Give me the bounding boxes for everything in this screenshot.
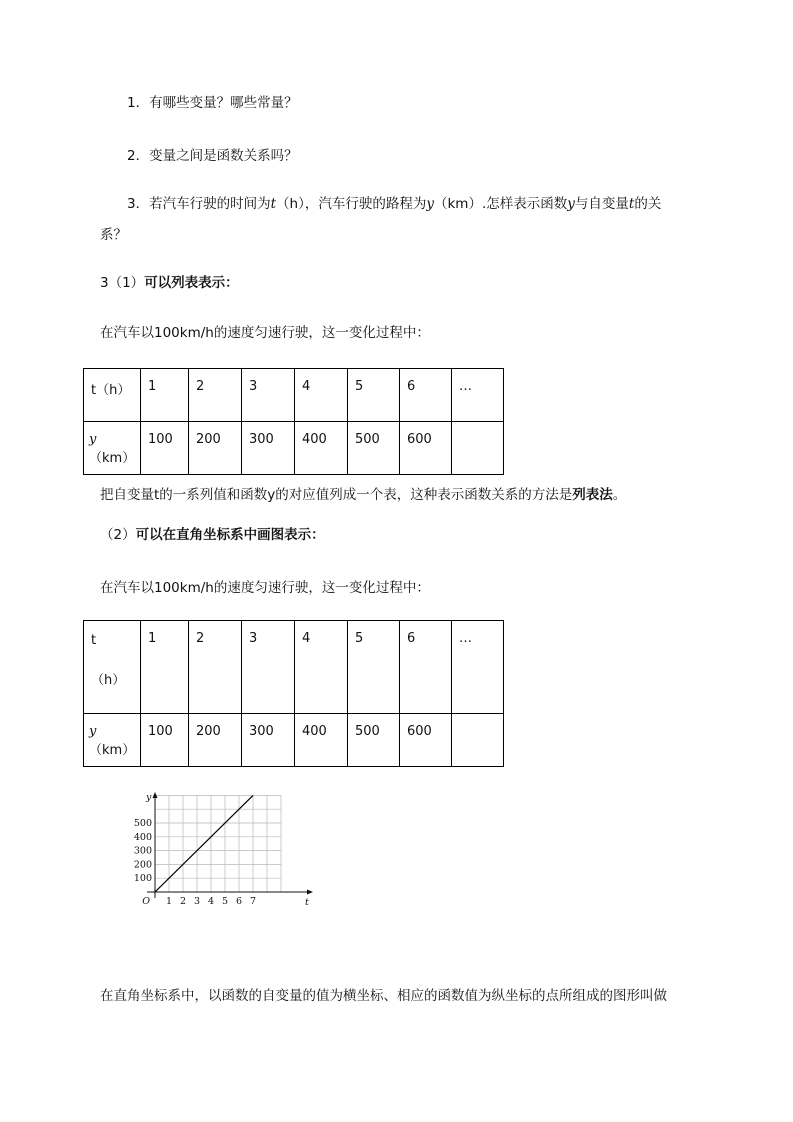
table-cell: 500 <box>348 422 400 475</box>
intro-1: 在汽车以100km/h的速度匀速行驶，这一变化过程中： <box>100 325 430 341</box>
question-3 <box>127 194 661 214</box>
q3-text-a: 3．若汽车行驶的时间为 <box>127 196 271 212</box>
table-2-head-t <box>84 621 141 714</box>
x-axis-label: t <box>305 897 309 908</box>
x-tick-label: 7 <box>249 896 257 907</box>
question-3-continued: 系？ <box>100 227 127 243</box>
table-cell: 600 <box>400 714 452 767</box>
q3-text-d: 与自变量 <box>574 196 629 212</box>
table-row-y <box>84 714 504 767</box>
table-cell: … <box>452 621 504 714</box>
table-cell <box>452 422 504 475</box>
table-row-t <box>84 369 504 422</box>
table-cell: 300 <box>242 714 295 767</box>
table-cell: 5 <box>348 369 400 422</box>
q3-text-b: （h），汽车行驶的路程为 <box>276 196 427 212</box>
table-1-head-y <box>84 422 141 475</box>
x-axis-arrow <box>307 890 313 895</box>
section-1-number: 3（1） <box>100 275 145 291</box>
x-tick-label: 6 <box>235 896 243 907</box>
x-tick-label: 4 <box>207 896 215 907</box>
graph-axes <box>147 792 313 898</box>
table-cell: 2 <box>189 369 242 422</box>
table-cell <box>452 714 504 767</box>
table-cell: … <box>452 369 504 422</box>
question-1: 1．有哪些变量？哪些常量？ <box>127 95 298 111</box>
table-cell: 1 <box>141 369 189 422</box>
table-1 <box>83 368 504 475</box>
table-cell: 500 <box>348 714 400 767</box>
y-tick-label: 100 <box>133 873 152 885</box>
section-2-number: （2） <box>100 527 136 543</box>
table-cell: 3 <box>242 621 295 714</box>
y-tick-label: 400 <box>133 831 152 843</box>
table-cell: 6 <box>400 369 452 422</box>
table-cell: 6 <box>400 621 452 714</box>
head-y-var: y <box>89 432 97 447</box>
head-y-var: y <box>89 724 97 739</box>
q3-var-y: y <box>426 196 434 212</box>
bottom-sentence: 在直角坐标系中，以函数的自变量的值为横坐标、相应的函数值为纵坐标的点所组成的图形叫做 <box>100 988 667 1004</box>
method-sentence <box>100 485 626 505</box>
method-text: 把自变量t的一系列值和函数y的对应值列成一个表，这种表示函数关系的方法是 <box>100 487 573 503</box>
table-cell: 400 <box>295 422 348 475</box>
origin-label: O <box>142 896 150 907</box>
section-2-heading <box>100 525 325 545</box>
series-line <box>155 795 253 892</box>
table-cell: 200 <box>189 714 242 767</box>
head-t-unit: （h） <box>91 673 126 688</box>
head-t-var: t <box>91 633 97 648</box>
table-cell: 4 <box>295 369 348 422</box>
q3-text-e: 的关 <box>634 196 662 212</box>
section-2-title: 可以在直角坐标系中画图表示： <box>135 527 325 543</box>
table-cell: 1 <box>141 621 189 714</box>
table-cell: 300 <box>242 422 295 475</box>
method-bold: 列表法 <box>572 487 613 503</box>
intro-2: 在汽车以100km/h的速度匀速行驶，这一变化过程中： <box>100 580 430 596</box>
table-cell: 100 <box>141 714 189 767</box>
table-cell: 3 <box>242 369 295 422</box>
q3-var-t: t <box>270 196 277 212</box>
y-tick-label: 300 <box>133 845 152 857</box>
y-tick-label: 200 <box>133 859 152 871</box>
table-cell: 600 <box>400 422 452 475</box>
head-y-unit: （km） <box>89 743 136 758</box>
question-2: 2．变量之间是函数关系吗？ <box>127 148 298 164</box>
distance-time-graph <box>130 788 330 913</box>
y-axis-arrow <box>153 792 158 798</box>
table-cell: 2 <box>189 621 242 714</box>
q3-text-c: （km）.怎样表示函数 <box>433 196 568 212</box>
x-tick-label: 3 <box>193 896 201 907</box>
table-row-y <box>84 422 504 475</box>
table-2-head-y <box>84 714 141 767</box>
x-tick-label: 2 <box>179 896 187 907</box>
q3-var-t2: t <box>628 196 635 212</box>
table-cell: 200 <box>189 422 242 475</box>
graph-grid <box>155 795 281 892</box>
section-1-title: 可以列表表示： <box>144 275 239 291</box>
y-tick-label: 500 <box>133 818 152 829</box>
table-cell: 5 <box>348 621 400 714</box>
q3-var-y2: y <box>567 196 575 212</box>
table-row-t <box>84 621 504 714</box>
table-1-head-t: t（h） <box>84 369 141 422</box>
x-tick-label: 5 <box>221 896 229 907</box>
table-2 <box>83 620 504 767</box>
graph-series <box>155 795 253 892</box>
y-axis-label: y <box>146 792 152 803</box>
x-tick-label: 1 <box>165 896 173 907</box>
method-end: 。 <box>612 487 627 503</box>
table-cell: 400 <box>295 714 348 767</box>
table-cell: 4 <box>295 621 348 714</box>
section-1-heading <box>100 273 239 293</box>
head-y-unit: （km） <box>89 451 136 466</box>
table-cell: 100 <box>141 422 189 475</box>
